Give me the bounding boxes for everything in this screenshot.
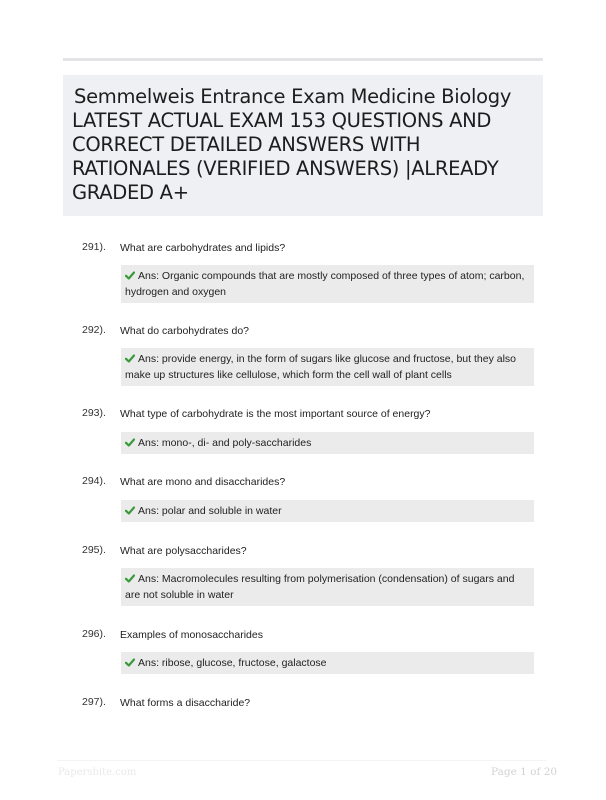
question-number: 291). bbox=[82, 241, 106, 253]
check-icon bbox=[125, 506, 135, 515]
title-line: CORRECT DETAILED ANSWERS WITH bbox=[72, 133, 421, 156]
answer-line bbox=[125, 435, 529, 451]
answer-line bbox=[125, 571, 529, 587]
question-text: What forms a disaccharide? bbox=[120, 697, 251, 709]
title-line: GRADED A+ bbox=[72, 181, 189, 204]
answer-line bbox=[125, 503, 529, 519]
answer-text: Ans: Organic compounds that are mostly composed of three types of atom; carbon, bbox=[138, 270, 525, 282]
question-text: What are carbohydrates and lipids? bbox=[120, 242, 286, 254]
answer-line bbox=[125, 351, 529, 367]
header-divider bbox=[63, 58, 543, 61]
footer-divider bbox=[57, 760, 547, 761]
answer-box bbox=[121, 500, 534, 522]
answer-line bbox=[125, 655, 529, 671]
question-text: What type of carbohydrate is the most important source of energy? bbox=[120, 408, 431, 420]
answer-text: Ans: mono-, di- and poly-saccharides bbox=[138, 437, 312, 449]
answer-text: Ans: ribose, glucose, fructose, galactose bbox=[138, 657, 327, 669]
question-text: What are mono and disaccharides? bbox=[120, 476, 286, 488]
question-number: 296). bbox=[82, 628, 106, 640]
answer-text: Ans: Macromolecules resulting from polymerisation (condensation) of sugars and bbox=[138, 573, 515, 585]
footer-watermark: Papersbite.com bbox=[58, 767, 137, 778]
answer-line bbox=[125, 268, 529, 284]
check-icon bbox=[125, 354, 135, 363]
page-number: Page 1 of 20 bbox=[491, 766, 558, 778]
title-line: RATIONALES (VERIFIED ANSWERS) |ALREADY bbox=[72, 157, 499, 180]
check-icon bbox=[125, 658, 135, 667]
answer-box bbox=[121, 265, 534, 303]
question-number: 295). bbox=[82, 544, 106, 556]
answer-box bbox=[121, 348, 534, 386]
title-line: Semmelweis Entrance Exam Medicine Biology bbox=[74, 85, 512, 108]
title-line: LATEST ACTUAL EXAM 153 QUESTIONS AND bbox=[72, 109, 492, 132]
answer-box bbox=[121, 652, 534, 674]
question-number: 297). bbox=[82, 696, 106, 708]
check-icon bbox=[125, 574, 135, 583]
question-text: What are polysaccharides? bbox=[120, 545, 247, 557]
answer-box bbox=[121, 568, 534, 606]
question-text: What do carbohydrates do? bbox=[120, 325, 249, 337]
answer-box bbox=[121, 432, 534, 454]
check-icon bbox=[125, 271, 135, 280]
answer-line: make up structures like cellulose, which form the cell wall of plant cells bbox=[125, 369, 452, 381]
question-number: 294). bbox=[82, 475, 106, 487]
answer-line: hydrogen and oxygen bbox=[125, 286, 226, 298]
document-title-box bbox=[63, 75, 543, 216]
check-icon bbox=[125, 438, 135, 447]
answer-text: Ans: provide energy, in the form of sugars like glucose and fructose, but they also bbox=[138, 353, 517, 365]
question-text: Examples of monosaccharides bbox=[120, 629, 263, 641]
question-number: 292). bbox=[82, 324, 106, 336]
answer-text: Ans: polar and soluble in water bbox=[138, 505, 282, 517]
question-number: 293). bbox=[82, 407, 106, 419]
answer-line: are not soluble in water bbox=[125, 589, 234, 601]
